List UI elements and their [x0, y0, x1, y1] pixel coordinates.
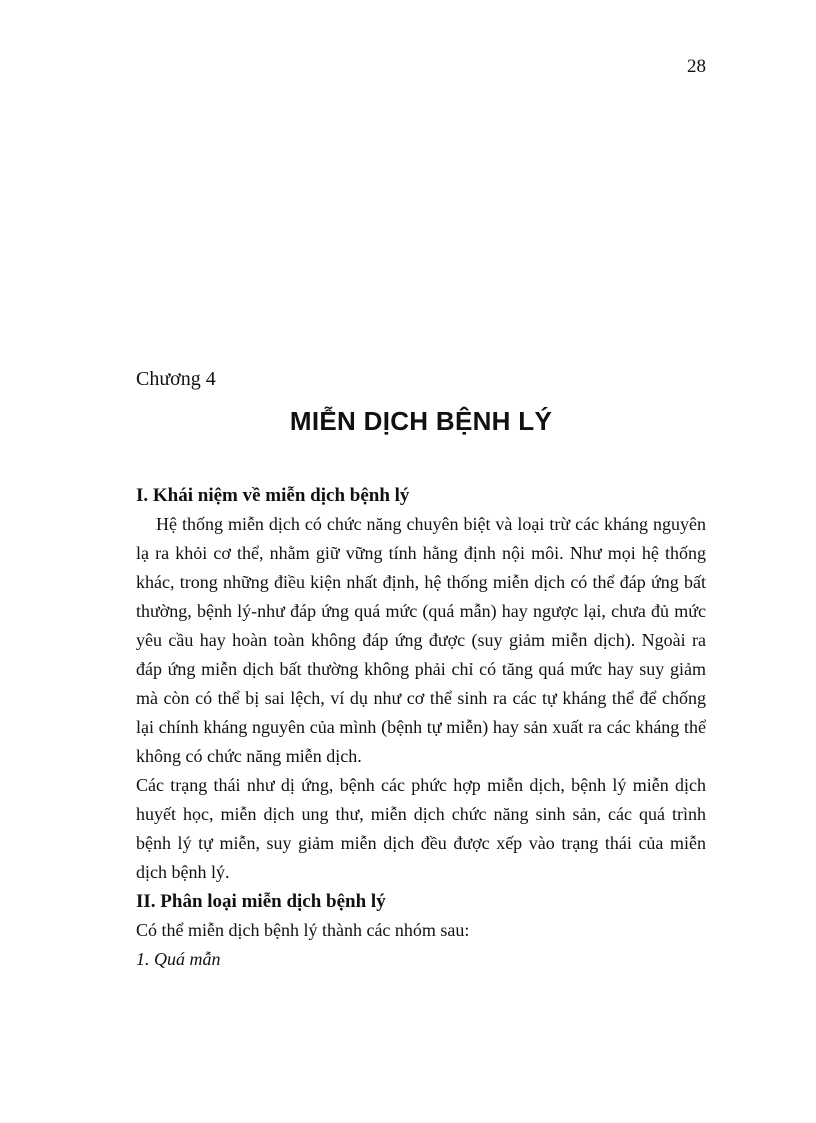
chapter-title: MIỄN DỊCH BỆNH LÝ: [289, 406, 553, 436]
section-2-paragraph-1: Có thể miễn dịch bệnh lý thành các nhóm sau:: [136, 920, 470, 940]
document-body: [136, 481, 706, 974]
section-heading-2: II. Phân loại miễn dịch bệnh lý: [136, 891, 386, 912]
subsection-heading: 1. Quá mẫn: [136, 949, 221, 969]
section-heading-1: I. Khái niệm về miễn dịch bệnh lý: [136, 485, 410, 506]
chapter-label: Chương 4: [136, 368, 216, 390]
page-number: 28: [687, 56, 706, 77]
section-1-paragraph-1: Hệ thống miễn dịch có chức năng chuyên biệt và loại trừ các kháng nguyên lạ ra khỏi cơ thể, nhằm giữ vững tính hằng định nội môi. Như mọi hệ thống khác, trong những điều kiện nhất định, hệ thống miễn dịch có thể đáp ứng bất thường, bệnh lý-như đáp ứng quá mức (quá mẫn) hay ngược lại, chưa đủ mức yêu cầu hay hoàn toàn không đáp ứng được (suy giảm miễn dịch). Ngoài ra đáp ứng miễn dịch bất thường không phải chỉ có tăng quá mức hay suy giảm mà còn có thể bị sai lệch, ví dụ như cơ thể sinh ra các tự kháng thể để chống lại chính kháng nguyên của mình (bệnh tự miễn) hay sản xuất ra các kháng thể không có chức năng miễn dịch.: [136, 514, 706, 766]
section-1-paragraph-2: Các trạng thái như dị ứng, bệnh các phức hợp miễn dịch, bệnh lý miễn dịch huyết học, miễn dịch ung thư, miễn dịch chức năng sinh sản, các quá trình bệnh lý tự miễn, suy giảm miễn dịch đều được xếp vào trạng thái của miễn dịch bệnh lý.: [136, 775, 706, 882]
